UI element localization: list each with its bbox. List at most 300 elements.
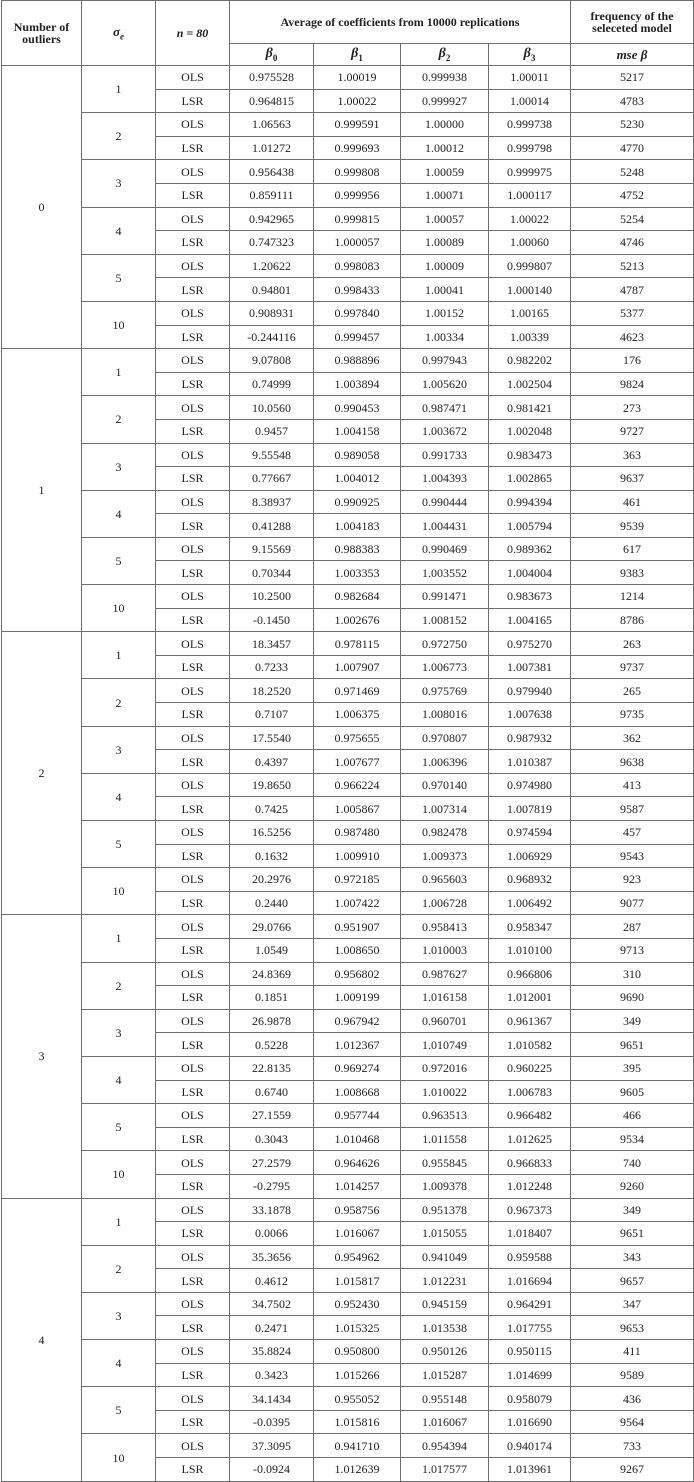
method-cell: LSR <box>156 1316 230 1340</box>
table-row <box>2 632 694 656</box>
frequency-cell: 466 <box>571 1104 694 1128</box>
beta3-cell: 0.974594 <box>489 821 571 845</box>
beta3-cell: 1.00165 <box>489 301 571 325</box>
header-sigma <box>82 1 156 66</box>
beta1-cell: 1.012639 <box>314 1458 401 1482</box>
frequency-cell: 5213 <box>571 254 694 278</box>
beta1-cell: 0.999693 <box>314 136 401 160</box>
table-row <box>2 443 694 467</box>
beta1-cell: 0.989058 <box>314 443 401 467</box>
beta3-cell: 1.002865 <box>489 467 571 491</box>
sigma-cell: 3 <box>82 1009 156 1056</box>
beta0-cell: 0.5228 <box>230 1033 314 1057</box>
frequency-cell: 9383 <box>571 561 694 585</box>
beta2-cell: 0.999938 <box>401 66 489 90</box>
beta3-cell: 0.975270 <box>489 632 571 656</box>
beta0-cell: 0.74999 <box>230 372 314 396</box>
method-cell: LSR <box>156 1080 230 1104</box>
beta3-cell: 1.012001 <box>489 986 571 1010</box>
sigma-cell: 10 <box>82 868 156 915</box>
table-row <box>2 1434 694 1458</box>
beta2-cell: 0.990444 <box>401 490 489 514</box>
beta1-cell: 1.007677 <box>314 750 401 774</box>
header-outliers: Number of outliers <box>2 1 82 66</box>
beta0-cell: 0.6740 <box>230 1080 314 1104</box>
frequency-cell: 413 <box>571 773 694 797</box>
method-cell: OLS <box>156 349 230 373</box>
beta1-cell: 0.987480 <box>314 821 401 845</box>
sigma-cell: 1 <box>82 915 156 962</box>
beta1-cell: 0.998083 <box>314 254 401 278</box>
beta3-cell: 1.002048 <box>489 419 571 443</box>
beta1-cell: 1.00019 <box>314 66 401 90</box>
sigma-cell: 4 <box>82 490 156 537</box>
method-cell: LSR <box>156 1269 230 1293</box>
method-cell: OLS <box>156 585 230 609</box>
beta3-cell: 0.981421 <box>489 396 571 420</box>
beta3-cell: 1.006492 <box>489 891 571 915</box>
frequency-cell: 9824 <box>571 372 694 396</box>
table-row <box>2 585 694 609</box>
beta1-cell: 0.988896 <box>314 349 401 373</box>
header-frequency: frequency of the seleceted model <box>571 1 694 44</box>
frequency-cell: 362 <box>571 726 694 750</box>
table-row <box>2 1104 694 1128</box>
beta1-cell: 1.006375 <box>314 703 401 727</box>
method-cell: LSR <box>156 89 230 113</box>
beta1-cell: 0.978115 <box>314 632 401 656</box>
beta3-cell: 0.979940 <box>489 679 571 703</box>
beta2-cell: 1.017577 <box>401 1458 489 1482</box>
frequency-cell: 9737 <box>571 655 694 679</box>
beta2-cell: 1.00012 <box>401 136 489 160</box>
beta2-cell: 0.941049 <box>401 1245 489 1269</box>
sigma-cell: 5 <box>82 1387 156 1434</box>
frequency-cell: 9077 <box>571 891 694 915</box>
outliers-cell: 0 <box>2 66 82 349</box>
method-cell: LSR <box>156 1033 230 1057</box>
beta0-cell: 0.1851 <box>230 986 314 1010</box>
method-cell: OLS <box>156 1104 230 1128</box>
table-row <box>2 821 694 845</box>
frequency-cell: 9587 <box>571 797 694 821</box>
beta2-cell: 0.972016 <box>401 1056 489 1080</box>
sigma-cell: 3 <box>82 443 156 490</box>
beta2-cell: 1.006773 <box>401 655 489 679</box>
beta3-cell: 1.00339 <box>489 325 571 349</box>
method-cell: LSR <box>156 467 230 491</box>
beta2-cell: 0.965603 <box>401 868 489 892</box>
results-table <box>1 0 694 1482</box>
method-cell: LSR <box>156 372 230 396</box>
frequency-cell: 9651 <box>571 1033 694 1057</box>
frequency-cell: 176 <box>571 349 694 373</box>
method-cell: OLS <box>156 254 230 278</box>
table-row <box>2 915 694 939</box>
beta0-cell: 34.1434 <box>230 1387 314 1411</box>
beta3-cell: 1.00060 <box>489 231 571 255</box>
beta0-cell: 0.4612 <box>230 1269 314 1293</box>
beta2-cell: 1.009378 <box>401 1174 489 1198</box>
frequency-cell: 733 <box>571 1434 694 1458</box>
beta3-cell: 1.016694 <box>489 1269 571 1293</box>
beta3-cell: 0.999798 <box>489 136 571 160</box>
frequency-cell: 923 <box>571 868 694 892</box>
frequency-cell: 273 <box>571 396 694 420</box>
beta3-cell: 0.966833 <box>489 1151 571 1175</box>
beta0-cell: 16.5256 <box>230 821 314 845</box>
beta3-cell: 1.014699 <box>489 1363 571 1387</box>
beta2-cell: 1.003552 <box>401 561 489 585</box>
beta2-cell: 0.975769 <box>401 679 489 703</box>
beta3-cell: 1.012625 <box>489 1127 571 1151</box>
beta-subscript: 2 <box>445 52 451 63</box>
sigma-cell: 10 <box>82 1434 156 1481</box>
frequency-cell: 461 <box>571 490 694 514</box>
beta1-cell: 0.952430 <box>314 1292 401 1316</box>
sigma-cell: 10 <box>82 585 156 632</box>
beta2-cell: 1.00000 <box>401 113 489 137</box>
beta3-cell: 1.017755 <box>489 1316 571 1340</box>
beta0-cell: -0.244116 <box>230 325 314 349</box>
beta1-cell: 1.008668 <box>314 1080 401 1104</box>
beta3-cell: 1.005794 <box>489 514 571 538</box>
beta0-cell: 0.908931 <box>230 301 314 325</box>
frequency-cell: 349 <box>571 1009 694 1033</box>
frequency-cell: 310 <box>571 962 694 986</box>
frequency-cell: 9657 <box>571 1269 694 1293</box>
beta3-cell: 1.006783 <box>489 1080 571 1104</box>
beta3-cell: 1.00014 <box>489 89 571 113</box>
sigma-cell: 2 <box>82 1245 156 1292</box>
method-cell: LSR <box>156 844 230 868</box>
beta3-cell: 1.010387 <box>489 750 571 774</box>
beta0-cell: 0.7233 <box>230 655 314 679</box>
beta0-cell: 35.8824 <box>230 1340 314 1364</box>
beta3-cell: 1.013961 <box>489 1458 571 1482</box>
beta2-cell: 0.987471 <box>401 396 489 420</box>
method-cell: LSR <box>156 608 230 632</box>
beta3-cell: 0.966806 <box>489 962 571 986</box>
beta0-cell: 19.8650 <box>230 773 314 797</box>
beta2-cell: 0.982478 <box>401 821 489 845</box>
beta2-cell: 1.008016 <box>401 703 489 727</box>
sigma-cell: 4 <box>82 207 156 254</box>
frequency-cell: 457 <box>571 821 694 845</box>
beta1-cell: 0.988383 <box>314 537 401 561</box>
frequency-cell: 1214 <box>571 585 694 609</box>
frequency-cell: 9539 <box>571 514 694 538</box>
beta1-cell: 1.005867 <box>314 797 401 821</box>
sigma-cell: 1 <box>82 632 156 679</box>
frequency-cell: 9589 <box>571 1363 694 1387</box>
beta1-cell: 0.954962 <box>314 1245 401 1269</box>
beta1-cell: 0.957744 <box>314 1104 401 1128</box>
beta1-cell: 1.012367 <box>314 1033 401 1057</box>
frequency-cell: 4783 <box>571 89 694 113</box>
beta2-cell: 1.011558 <box>401 1127 489 1151</box>
beta2-cell: 1.013538 <box>401 1316 489 1340</box>
method-cell: OLS <box>156 679 230 703</box>
method-cell: OLS <box>156 113 230 137</box>
method-cell: LSR <box>156 891 230 915</box>
beta2-cell: 1.012231 <box>401 1269 489 1293</box>
beta2-cell: 0.955148 <box>401 1387 489 1411</box>
beta3-cell: 1.016690 <box>489 1410 571 1434</box>
method-cell: LSR <box>156 797 230 821</box>
method-cell: OLS <box>156 1387 230 1411</box>
method-cell: LSR <box>156 1410 230 1434</box>
beta3-cell: 0.999807 <box>489 254 571 278</box>
beta1-cell: 1.003353 <box>314 561 401 585</box>
beta3-cell: 1.004004 <box>489 561 571 585</box>
sigma-cell: 2 <box>82 396 156 443</box>
table-row <box>2 160 694 184</box>
beta0-cell: 0.3423 <box>230 1363 314 1387</box>
beta0-cell: 0.4397 <box>230 750 314 774</box>
beta1-cell: 0.966224 <box>314 773 401 797</box>
beta2-cell: 1.009373 <box>401 844 489 868</box>
beta2-cell: 0.999927 <box>401 89 489 113</box>
frequency-cell: 9534 <box>571 1127 694 1151</box>
table-row <box>2 66 694 90</box>
frequency-cell: 436 <box>571 1387 694 1411</box>
beta1-cell: 0.969274 <box>314 1056 401 1080</box>
method-cell: LSR <box>156 561 230 585</box>
beta0-cell: 8.38937 <box>230 490 314 514</box>
sigma-cell: 3 <box>82 160 156 207</box>
table-row <box>2 113 694 137</box>
beta2-cell: 0.970140 <box>401 773 489 797</box>
beta1-cell: 1.015817 <box>314 1269 401 1293</box>
beta3-cell: 0.987932 <box>489 726 571 750</box>
method-cell: OLS <box>156 443 230 467</box>
frequency-cell: 5217 <box>571 66 694 90</box>
beta1-cell: 0.997840 <box>314 301 401 325</box>
table-row <box>2 1387 694 1411</box>
beta0-cell: 0.41288 <box>230 514 314 538</box>
beta0-cell: 0.2471 <box>230 1316 314 1340</box>
beta2-cell: 0.960701 <box>401 1009 489 1033</box>
beta1-cell: 0.999956 <box>314 183 401 207</box>
method-cell: OLS <box>156 207 230 231</box>
outliers-cell: 2 <box>2 632 82 915</box>
beta-subscript: 1 <box>358 52 363 63</box>
beta1-cell: 0.999457 <box>314 325 401 349</box>
beta2-cell: 1.00009 <box>401 254 489 278</box>
method-cell: OLS <box>156 773 230 797</box>
table-row <box>2 1292 694 1316</box>
beta2-cell: 0.987627 <box>401 962 489 986</box>
beta2-cell: 0.958413 <box>401 915 489 939</box>
beta0-cell: -0.2795 <box>230 1174 314 1198</box>
beta1-cell: 1.014257 <box>314 1174 401 1198</box>
beta3-cell: 1.010582 <box>489 1033 571 1057</box>
frequency-cell: 9653 <box>571 1316 694 1340</box>
beta1-cell: 1.002676 <box>314 608 401 632</box>
beta1-cell: 0.967942 <box>314 1009 401 1033</box>
method-cell: OLS <box>156 66 230 90</box>
beta1-cell: 0.975655 <box>314 726 401 750</box>
beta1-cell: 0.958756 <box>314 1198 401 1222</box>
frequency-cell: 8786 <box>571 608 694 632</box>
sigma-cell: 2 <box>82 113 156 160</box>
frequency-cell: 5230 <box>571 113 694 137</box>
beta0-cell: 9.55548 <box>230 443 314 467</box>
beta1-cell: 0.998433 <box>314 278 401 302</box>
beta0-cell: 1.20622 <box>230 254 314 278</box>
beta3-cell: 0.940174 <box>489 1434 571 1458</box>
beta0-cell: 0.94801 <box>230 278 314 302</box>
sigma-cell: 10 <box>82 301 156 348</box>
beta1-cell: 0.972185 <box>314 868 401 892</box>
method-cell: OLS <box>156 160 230 184</box>
beta1-cell: 1.015325 <box>314 1316 401 1340</box>
beta1-cell: 1.010468 <box>314 1127 401 1151</box>
beta1-cell: 0.950800 <box>314 1340 401 1364</box>
frequency-cell: 9713 <box>571 938 694 962</box>
beta3-cell: 0.983473 <box>489 443 571 467</box>
method-cell: OLS <box>156 868 230 892</box>
beta1-cell: 0.956802 <box>314 962 401 986</box>
beta1-cell: 0.999808 <box>314 160 401 184</box>
method-cell: LSR <box>156 325 230 349</box>
sigma-cell: 2 <box>82 679 156 726</box>
beta2-cell: 0.945159 <box>401 1292 489 1316</box>
sigma-cell: 1 <box>82 1198 156 1245</box>
beta2-cell: 1.015287 <box>401 1363 489 1387</box>
beta1-cell: 0.999591 <box>314 113 401 137</box>
beta0-cell: 18.3457 <box>230 632 314 656</box>
table-row <box>2 349 694 373</box>
beta-symbol: β <box>351 45 359 61</box>
beta3-cell: 1.018407 <box>489 1222 571 1246</box>
header-average: Average of coefficients from 10000 replications <box>230 1 571 44</box>
beta2-cell: 1.010749 <box>401 1033 489 1057</box>
frequency-cell: 263 <box>571 632 694 656</box>
method-cell: LSR <box>156 278 230 302</box>
sigma-cell: 10 <box>82 1151 156 1198</box>
beta1-cell: 0.964626 <box>314 1151 401 1175</box>
frequency-cell: 4623 <box>571 325 694 349</box>
beta0-cell: 0.0066 <box>230 1222 314 1246</box>
beta0-cell: 9.07808 <box>230 349 314 373</box>
beta0-cell: 22.8135 <box>230 1056 314 1080</box>
beta1-cell: 1.008650 <box>314 938 401 962</box>
method-cell: OLS <box>156 1198 230 1222</box>
method-cell: LSR <box>156 136 230 160</box>
beta3-cell: 0.966482 <box>489 1104 571 1128</box>
beta2-cell: 0.954394 <box>401 1434 489 1458</box>
frequency-cell: 363 <box>571 443 694 467</box>
frequency-cell: 9605 <box>571 1080 694 1104</box>
beta0-cell: 0.77667 <box>230 467 314 491</box>
sigma-cell: 5 <box>82 254 156 301</box>
beta0-cell: 27.1559 <box>230 1104 314 1128</box>
beta1-cell: 0.955052 <box>314 1387 401 1411</box>
beta2-cell: 1.010022 <box>401 1080 489 1104</box>
frequency-cell: 9564 <box>571 1410 694 1434</box>
beta3-cell: 1.004165 <box>489 608 571 632</box>
header-beta-3 <box>489 44 571 66</box>
beta0-cell: 0.747323 <box>230 231 314 255</box>
method-cell: OLS <box>156 490 230 514</box>
beta2-cell: 1.016158 <box>401 986 489 1010</box>
header-beta-1 <box>314 44 401 66</box>
beta3-cell: 0.989362 <box>489 537 571 561</box>
beta2-cell: 0.963513 <box>401 1104 489 1128</box>
beta3-cell: 1.002504 <box>489 372 571 396</box>
sigma-symbol: σ <box>112 23 120 39</box>
beta1-cell: 1.007907 <box>314 655 401 679</box>
frequency-cell: 287 <box>571 915 694 939</box>
beta2-cell: 0.991733 <box>401 443 489 467</box>
frequency-cell: 617 <box>571 537 694 561</box>
frequency-cell: 9267 <box>571 1458 694 1482</box>
beta-symbol: β <box>523 45 531 61</box>
beta2-cell: 1.010003 <box>401 938 489 962</box>
beta1-cell: 0.990453 <box>314 396 401 420</box>
beta3-cell: 0.958079 <box>489 1387 571 1411</box>
header-beta-0 <box>230 44 314 66</box>
table-row <box>2 726 694 750</box>
beta2-cell: 1.016067 <box>401 1410 489 1434</box>
frequency-cell: 4787 <box>571 278 694 302</box>
beta1-cell: 1.009910 <box>314 844 401 868</box>
outliers-cell: 1 <box>2 349 82 632</box>
beta0-cell: 0.859111 <box>230 183 314 207</box>
table-row <box>2 1009 694 1033</box>
beta0-cell: 20.2976 <box>230 868 314 892</box>
frequency-cell: 9735 <box>571 703 694 727</box>
table-row <box>2 301 694 325</box>
table-row <box>2 1198 694 1222</box>
beta3-cell: 0.982202 <box>489 349 571 373</box>
beta0-cell: 29.0766 <box>230 915 314 939</box>
method-cell: OLS <box>156 1009 230 1033</box>
beta3-cell: 1.00011 <box>489 66 571 90</box>
frequency-cell: 395 <box>571 1056 694 1080</box>
frequency-cell: 4752 <box>571 183 694 207</box>
frequency-cell: 265 <box>571 679 694 703</box>
beta3-cell: 0.958347 <box>489 915 571 939</box>
beta3-cell: 0.968932 <box>489 868 571 892</box>
table-row <box>2 1151 694 1175</box>
beta2-cell: 1.006728 <box>401 891 489 915</box>
beta-subscript: 3 <box>530 52 536 63</box>
sigma-subscript: e <box>120 31 124 42</box>
beta2-cell: 0.990469 <box>401 537 489 561</box>
table-row <box>2 773 694 797</box>
header-mse: mse β <box>571 44 694 66</box>
sigma-cell: 5 <box>82 537 156 584</box>
sigma-cell: 4 <box>82 773 156 820</box>
beta3-cell: 1.007638 <box>489 703 571 727</box>
method-cell: LSR <box>156 1363 230 1387</box>
method-cell: LSR <box>156 514 230 538</box>
frequency-cell: 343 <box>571 1245 694 1269</box>
table-row <box>2 962 694 986</box>
beta0-cell: 33.1878 <box>230 1198 314 1222</box>
beta2-cell: 0.951378 <box>401 1198 489 1222</box>
beta2-cell: 1.00071 <box>401 183 489 207</box>
beta0-cell: -0.1450 <box>230 608 314 632</box>
beta0-cell: 18.2520 <box>230 679 314 703</box>
beta1-cell: 1.015816 <box>314 1410 401 1434</box>
beta0-cell: 0.2440 <box>230 891 314 915</box>
beta0-cell: 1.01272 <box>230 136 314 160</box>
method-cell: OLS <box>156 1434 230 1458</box>
